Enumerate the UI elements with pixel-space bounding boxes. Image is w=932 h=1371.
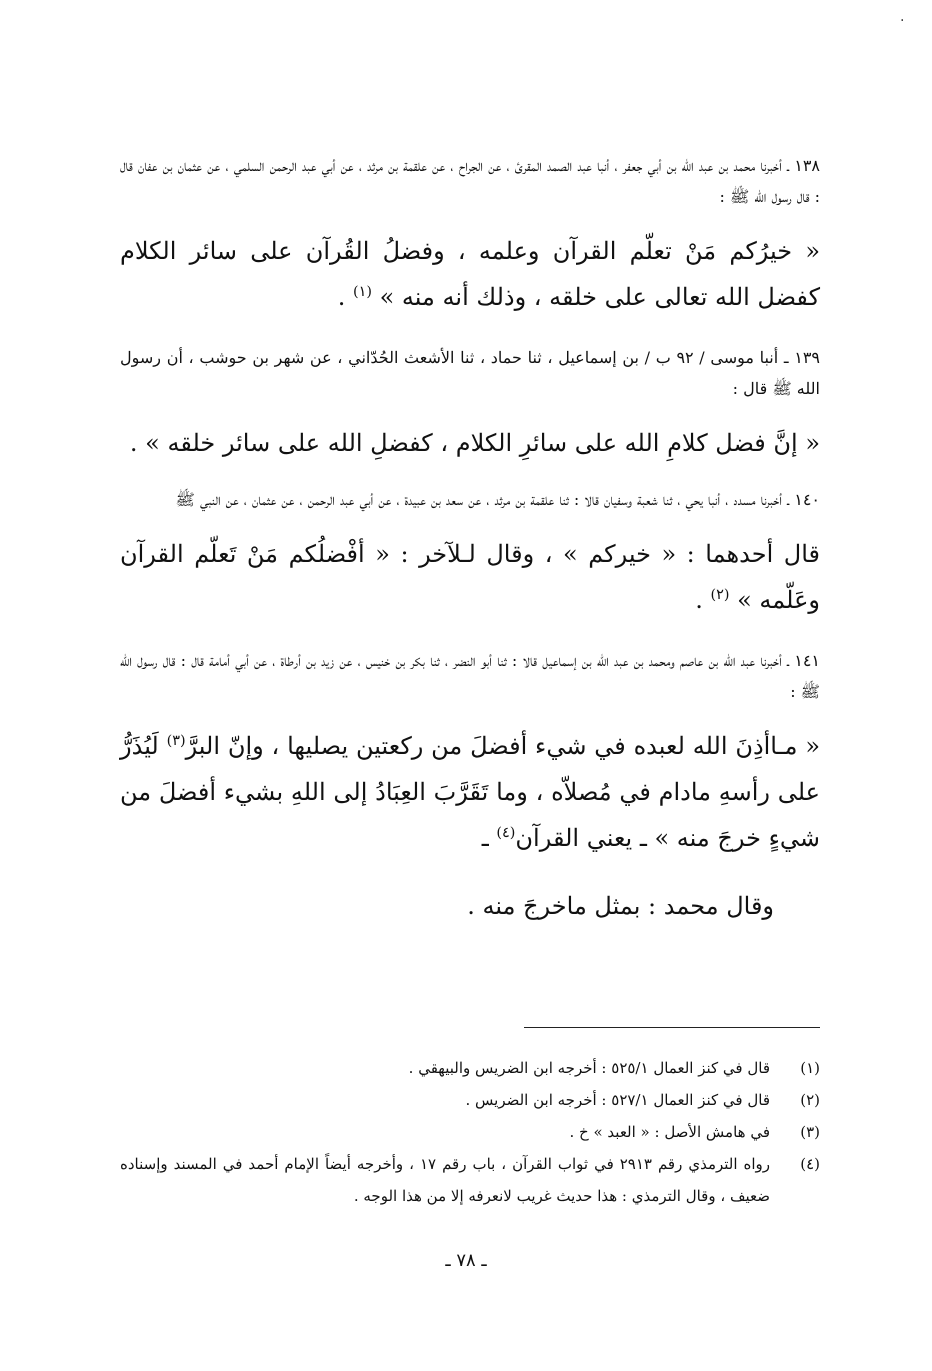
hadith-141-body: « مـاأذِنَ الله لعبده في شيء أفضلَ من ركعتين يصليها ، وإنّ البرَّ <box>185 732 821 760</box>
main-text <box>120 150 820 951</box>
page-number: ـ ٧٨ ـ <box>445 1250 487 1271</box>
hadith-138-body: « خيرُكم مَنْ تعلّم القرآن وعلمه ، وفضلُ القُرآن على سائر الكلام كفضل الله تعالى على خلقه ، وذلك أنه منه » <box>120 237 820 311</box>
hadith-138-tail: . <box>337 283 353 311</box>
hadith-141-continued: لَيُذَرُّ على رأسهِ مادام في مُصلاّه ، وما تَقَرَّبَ العِبَادُ إلى اللهِ بشيء أفضلَ من شيءٍ خرجَ منه » ـ يعني القرآن <box>120 732 820 852</box>
hadith-138-text <box>120 228 820 320</box>
footnote-ref-1[interactable]: (١) <box>352 284 372 300</box>
footnote-ref-2[interactable]: (٢) <box>710 587 730 603</box>
hadith-141-text <box>120 723 820 861</box>
footnote-number: (١) <box>800 1059 820 1077</box>
footnote-number: (٤) <box>800 1155 820 1173</box>
closing-statement: وقال محمد : بمثل ماخرجَ منه . <box>467 892 774 920</box>
footnote-text: في هامش الأصل : « العبد » خ . <box>569 1123 770 1141</box>
hadith-138-chain: ١٣٨ ـ أخبرنا محمد بن عبد الله بن أبي جعفر ، أنبا عبد الصمد المقرئ ، عن الجراح ، عن علقمة بن مرثد ، عن أبي عبد الرحمن السلمي ، عن عثمان بن عفان قال : قال رسول الله ﷺ : <box>120 156 820 206</box>
footnote-text: قال في كنز العمال ٥٢٧/١ : أخرجه ابن الضريس . <box>465 1091 770 1109</box>
footnote-ref-4[interactable]: (٤) <box>496 825 516 841</box>
hadith-140-body: قال أحدهما : « خيركم » ، وقال لـلآخر : « أفْضلُكم مَنْ تَعلّم القرآن وعَلّمه » <box>120 540 820 614</box>
footnotes <box>120 1052 820 1212</box>
footnote-item <box>120 1116 820 1148</box>
footnote-item <box>120 1084 820 1116</box>
footnote-divider <box>524 1027 820 1028</box>
corner-mark: ٠ <box>898 12 906 28</box>
footnote-text: قال في كنز العمال ٥٢٥/١ : أخرجه ابن الضريس والبيهقي . <box>408 1059 770 1077</box>
footnote-number: (٣) <box>800 1123 820 1141</box>
hadith-141-chain: ١٤١ ـ أخبرنا عبد الله بن عاصم ومحمد بن عبد الله بن إسماعيل قالا : ثنا أبو النضر ، ثنا بكر بن خنيس ، عن زيد بن أرطاة ، عن أبي أمامة قال : قال رسول الله ﷺ : <box>120 651 820 701</box>
footnote-ref-3[interactable]: (٣) <box>166 733 186 749</box>
footnote-number: (٢) <box>800 1091 820 1109</box>
hadith-140-text <box>120 531 820 623</box>
footnote-text: رواه الترمذي رقم ٢٩١٣ في ثواب القرآن ، باب رقم ١٧ ، وأخرجه أيضاً الإمام أحمد في المسند وإسناده ضعيف ، وقال الترمذي : هذا حديث غريب لانعرفه إلا من هذا الوجه . <box>120 1155 771 1205</box>
hadith-140-chain: ١٤٠ ـ أخبرنا مسدد ، أنبا يحي ، ثنا شعبة وسفيان قالا : ثنا علقمة بن مرثد ، عن سعد بن عبيدة ، عن أبي عبد الرحمن ، عن عثمان ، عن النبي ﷺ <box>175 490 820 509</box>
hadith-141-tail: ـ <box>481 824 497 852</box>
footnote-item <box>120 1052 820 1084</box>
hadith-139-text: « إنَّ فضل كلامِ الله على سائرِ الكلام ، كفضلِ الله على سائر خلقه » . <box>129 429 820 457</box>
footnote-item <box>120 1148 820 1212</box>
hadith-139-chain: ١٣٩ ـ أنبا موسى / ٩٢ ب / بن إسماعيل ، ثنا حماد ، ثنا الأشعث الحُدّاني ، عن شهر بن حوشب ، أن رسول الله ﷺ قال : <box>120 348 821 398</box>
hadith-140-tail: . <box>695 586 711 614</box>
